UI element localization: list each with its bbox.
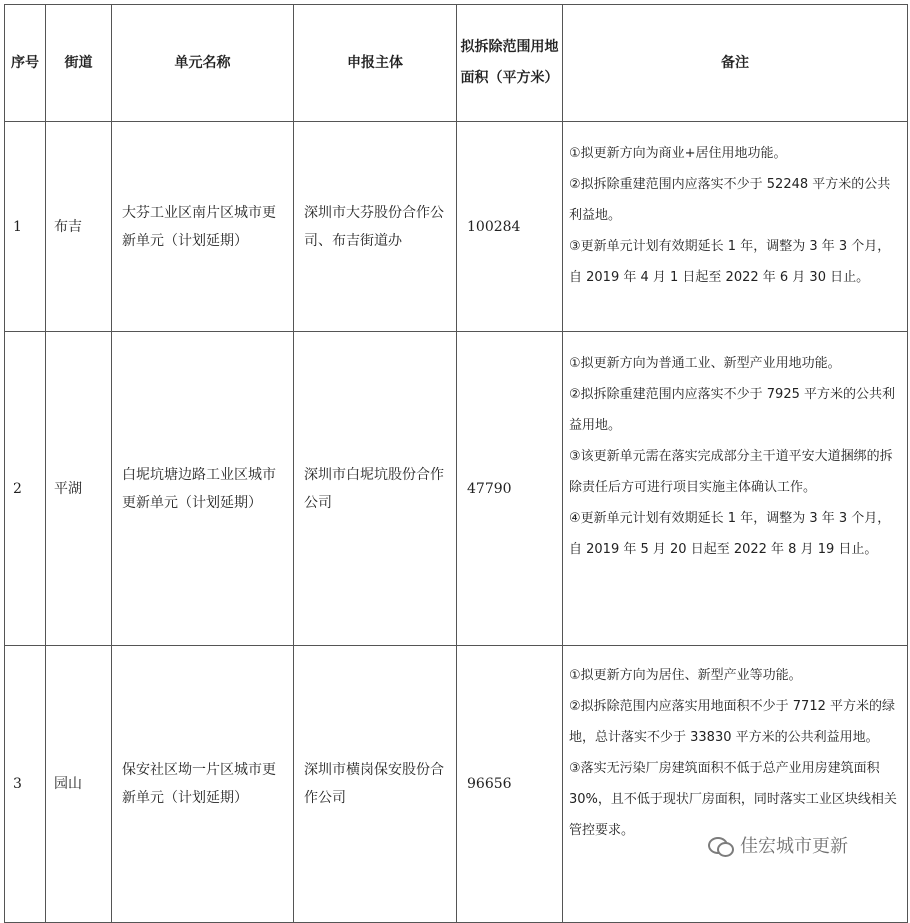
header-area: 拟拆除范围用地面积（平方米） bbox=[457, 5, 563, 122]
cell-street: 布吉 bbox=[46, 122, 112, 332]
watermark bbox=[708, 832, 848, 858]
note-item: ②拟拆除重建范围内应落实不少于 7925 平方米的公共利益用地。 bbox=[569, 387, 896, 433]
cell-unit-name: 白坭坑塘边路工业区城市更新单元（计划延期） bbox=[112, 332, 294, 646]
note-item: ③该更新单元需在落实完成部分主干道平安大道捆绑的拆除责任后方可进行项目实施主体确认工作。 bbox=[569, 449, 893, 495]
header-applicant: 申报主体 bbox=[294, 5, 457, 122]
cell-notes bbox=[563, 646, 908, 923]
cell-unit-name: 保安社区坳一片区城市更新单元（计划延期） bbox=[112, 646, 294, 923]
cell-notes bbox=[563, 332, 908, 646]
cell-no: 2 bbox=[5, 332, 46, 646]
cell-no: 3 bbox=[5, 646, 46, 923]
wechat-icon bbox=[708, 835, 734, 855]
cell-area: 47790 bbox=[457, 332, 563, 646]
note-item: ①拟更新方向为居住、新型产业等功能。 bbox=[569, 668, 802, 683]
renewal-units-table bbox=[4, 4, 908, 923]
note-item: ②拟拆除重建范围内应落实不少于 52248 平方米的公共利益地。 bbox=[569, 177, 891, 223]
cell-applicant: 深圳市白坭坑股份合作公司 bbox=[294, 332, 457, 646]
cell-area: 100284 bbox=[457, 122, 563, 332]
header-row bbox=[5, 5, 908, 122]
table-row bbox=[5, 332, 908, 646]
cell-no: 1 bbox=[5, 122, 46, 332]
watermark-text: 佳宏城市更新 bbox=[740, 836, 848, 857]
note-item: ①拟更新方向为商业+居住用地功能。 bbox=[569, 146, 787, 161]
cell-street: 平湖 bbox=[46, 332, 112, 646]
note-item: ④更新单元计划有效期延长 1 年，调整为 3 年 3 个月，自 2019 年 5 月 20 日起至 2022 年 8 月 19 日止。 bbox=[569, 511, 891, 557]
note-item: ①拟更新方向为普通工业、新型产业用地功能。 bbox=[569, 356, 841, 371]
cell-unit-name: 大芬工业区南片区城市更新单元（计划延期） bbox=[112, 122, 294, 332]
cell-area: 96656 bbox=[457, 646, 563, 923]
note-item: ③落实无污染厂房建筑面积不低于总产业用房建筑面积 30%，且不低于现状厂房面积，同时落实工业区块线相关管控要求。 bbox=[569, 761, 897, 838]
cell-applicant: 深圳市大芬股份合作公司、布吉街道办 bbox=[294, 122, 457, 332]
header-no: 序号 bbox=[5, 5, 46, 122]
header-street: 街道 bbox=[46, 5, 112, 122]
cell-street: 园山 bbox=[46, 646, 112, 923]
cell-applicant: 深圳市横岗保安股份合作公司 bbox=[294, 646, 457, 923]
note-item: ③更新单元计划有效期延长 1 年，调整为 3 年 3 个月，自 2019 年 4 月 1 日起至 2022 年 6 月 30 日止。 bbox=[569, 239, 891, 285]
note-item: ②拟拆除范围内应落实用地面积不少于 7712 平方米的绿地，总计落实不少于 33830 平方米的公共利益用地。 bbox=[569, 699, 896, 745]
table-row bbox=[5, 122, 908, 332]
cell-notes bbox=[563, 122, 908, 332]
table-row bbox=[5, 646, 908, 923]
header-notes: 备注 bbox=[563, 5, 908, 122]
header-unit-name: 单元名称 bbox=[112, 5, 294, 122]
